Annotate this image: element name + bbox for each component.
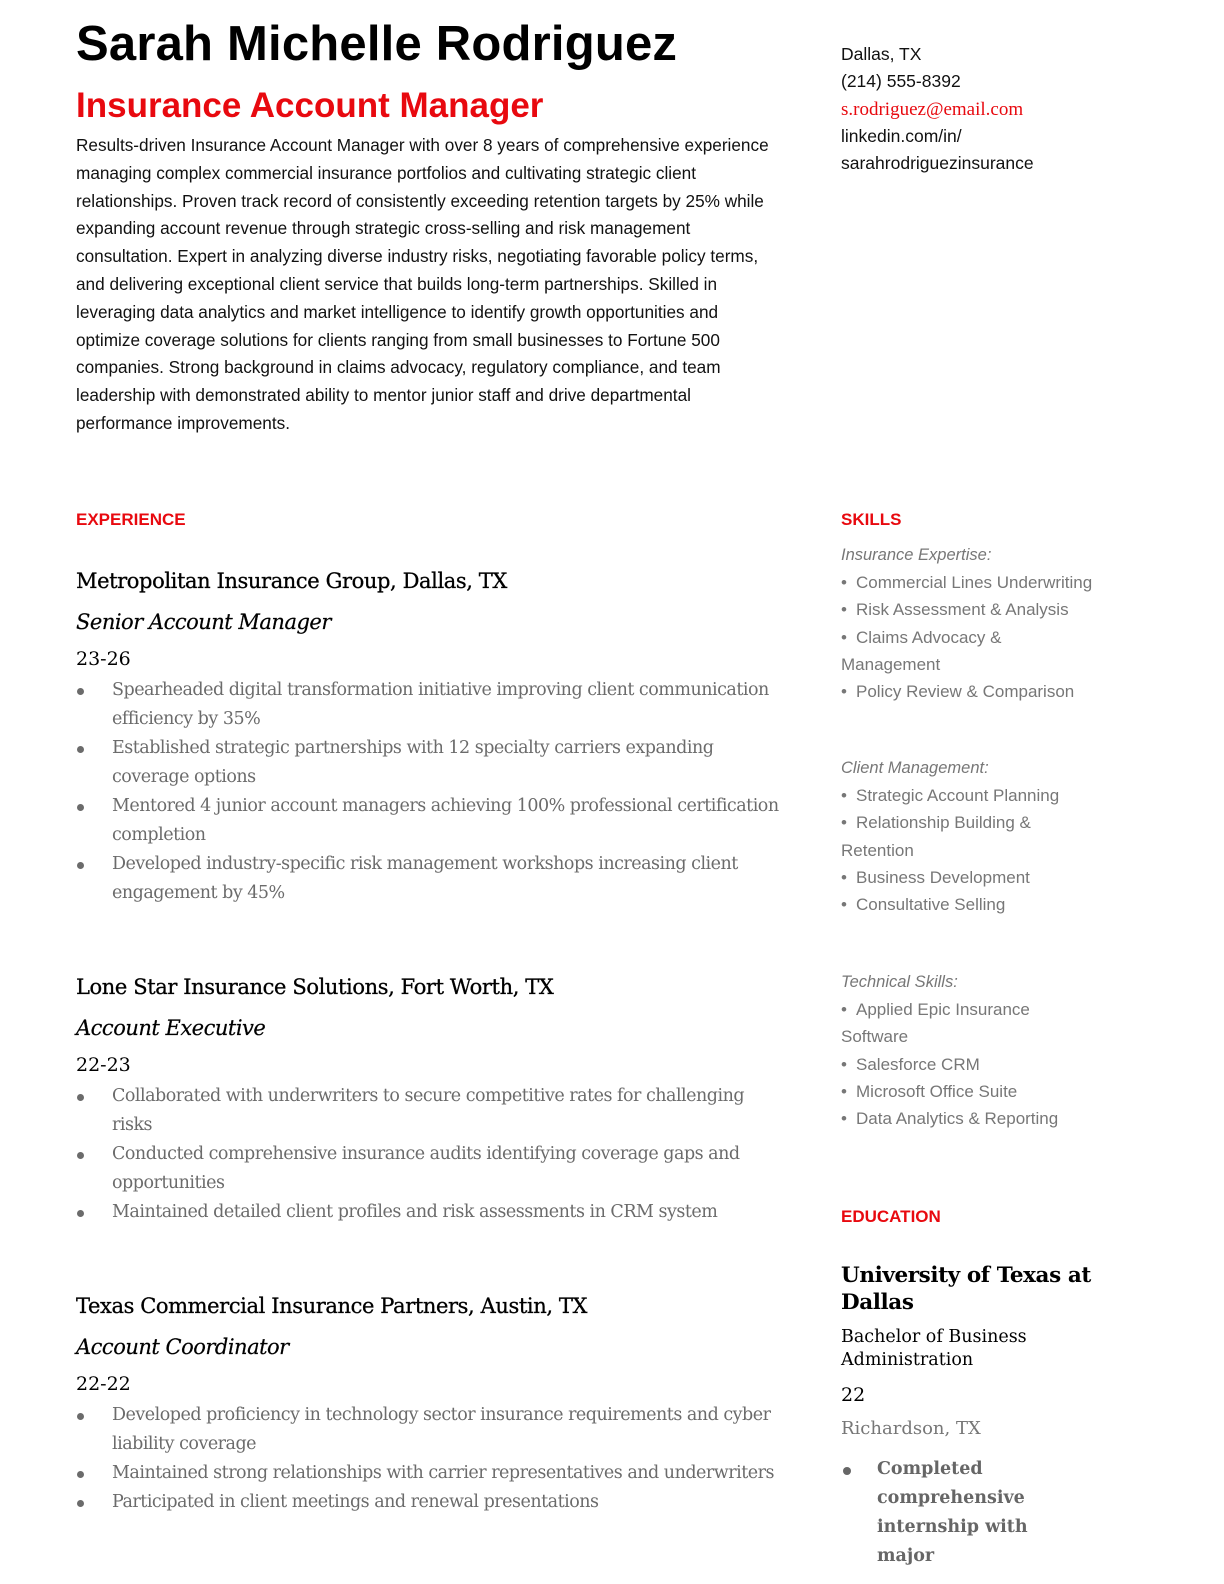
contact-location: Dallas, TX — [841, 44, 922, 64]
job-company: Metropolitan Insurance Group, Dallas, TX — [76, 569, 507, 593]
bullet-icon: • — [841, 813, 847, 833]
job-bullets — [76, 1082, 786, 1227]
professional-summary: Results-driven Insurance Account Manager with over 8 years of comprehensive experience managing complex commercial insurance portfolios and cultivating strategic client relationships. Proven track record of consistently exceeding retention targets by 25% while expanding account revenue through strategic cross-selling and risk management consultation. Expert in analyzing diverse industry risks, negotiating favorable policy terms, and delivering exceptional client service that builds long-term partnerships. Skilled in leveraging data analytics and market intelligence to identify growth opportunities and optimize coverage solutions for clients ranging from small businesses to Fortune 500 companies. Strong background in claims advocacy, regulatory compliance, and team leadership with demonstrated ability to mentor junior staff and drive departmental performance improvements. — [76, 135, 769, 433]
education-degree: Bachelor of Business Administration — [841, 1327, 1027, 1370]
job-bullet: Established strategic partnerships with 12 specialty carriers expanding coverage options — [76, 734, 786, 792]
bullet-icon — [77, 746, 84, 753]
job-bullet: Collaborated with underwriters to secure competitive rates for challenging risks — [76, 1082, 786, 1140]
job-dates: 22-22 — [76, 1373, 131, 1395]
education-location: Richardson, TX — [841, 1418, 981, 1439]
job-bullets — [76, 676, 786, 908]
job-title: Insurance Account Manager — [76, 86, 544, 125]
experience-heading: EXPERIENCE — [76, 510, 186, 529]
bullet-icon — [843, 1467, 851, 1475]
skill-item: • Strategic Account Planning — [841, 782, 1121, 809]
bullet-icon: • — [841, 1000, 847, 1020]
bullet-icon: • — [841, 682, 847, 702]
job-bullet: Developed proficiency in technology sector insurance requirements and cyber liability coverage — [76, 1401, 786, 1459]
bullet-icon: • — [841, 627, 847, 647]
bullet-icon — [77, 1500, 84, 1507]
bullet-icon — [77, 1210, 84, 1217]
contact-email-link[interactable]: s.rodriguez@email.com — [841, 98, 1024, 120]
bullet-icon: • — [841, 600, 847, 620]
skill-item: • Salesforce CRM — [841, 1051, 1121, 1078]
job-company: Texas Commercial Insurance Partners, Austin, TX — [76, 1294, 588, 1318]
skill-item: • Microsoft Office Suite — [841, 1078, 1121, 1105]
bullet-icon: • — [841, 573, 847, 593]
bullet-icon: • — [841, 1054, 847, 1074]
candidate-name: Sarah Michelle Rodriguez — [76, 17, 678, 71]
skill-item: • Commercial Lines Underwriting — [841, 569, 1121, 596]
bullet-icon: • — [841, 867, 847, 887]
education-entry — [841, 1262, 1121, 1571]
skill-item: • Consultative Selling — [841, 891, 1121, 918]
bullet-icon: • — [841, 786, 847, 806]
job-bullet: Spearheaded digital transformation initiative improving client communication efficiency by 35% — [76, 676, 786, 734]
job-dates: 23-26 — [76, 648, 131, 670]
contact-block — [841, 41, 1034, 177]
bullet-icon — [77, 688, 84, 695]
job-bullet: Maintained strong relationships with carrier representatives and underwriters — [76, 1459, 786, 1488]
skills-group — [841, 542, 1121, 705]
bullet-icon — [77, 1471, 84, 1478]
contact-linkedin-link[interactable]: linkedin.com/in/ sarahrodriguezinsurance — [841, 125, 1034, 174]
job-role: Senior Account Manager — [76, 610, 331, 634]
job-bullet: Conducted comprehensive insurance audits identifying coverage gaps and opportunities — [76, 1140, 786, 1198]
contact-phone: (214) 555-8392 — [841, 71, 961, 92]
skill-item: • Claims Advocacy & Management — [841, 624, 1031, 678]
job-dates: 22-23 — [76, 1054, 131, 1076]
bullet-icon: • — [841, 1081, 847, 1101]
job-entry — [76, 567, 786, 908]
job-bullet: Maintained detailed client profiles and risk assessments in CRM system — [76, 1198, 786, 1227]
skill-item: • Applied Epic Insurance Software — [841, 996, 1041, 1050]
job-bullets — [76, 1401, 786, 1517]
bullet-icon: • — [841, 1109, 847, 1129]
education-bullets — [841, 1455, 1121, 1571]
skills-group — [841, 755, 1121, 918]
bullet-icon — [77, 1152, 84, 1159]
job-bullet: Developed industry-specific risk management workshops increasing client engagement by 45% — [76, 850, 786, 908]
skills-category: Insurance Expertise: — [841, 546, 992, 564]
skills-heading: SKILLS — [841, 510, 902, 529]
education-year: 22 — [841, 1384, 866, 1406]
education-heading: EDUCATION — [841, 1207, 941, 1226]
skills-group — [841, 969, 1121, 1132]
job-bullet: Mentored 4 junior account managers achieving 100% professional certification completion — [76, 792, 786, 850]
job-company: Lone Star Insurance Solutions, Fort Worth, TX — [76, 975, 554, 999]
education-bullet: Completed comprehensive internship with major — [841, 1455, 1087, 1571]
job-entry — [76, 1292, 786, 1517]
skill-item: • Data Analytics & Reporting — [841, 1105, 1121, 1132]
job-entry — [76, 973, 786, 1227]
skill-item: • Relationship Building & Retention — [841, 809, 1041, 863]
education-school: University of Texas at Dallas — [841, 1263, 1091, 1315]
job-role: Account Executive — [76, 1016, 266, 1040]
bullet-icon — [77, 1094, 84, 1101]
bullet-icon — [77, 1413, 84, 1420]
skill-item: • Business Development — [841, 864, 1121, 891]
job-role: Account Coordinator — [76, 1335, 289, 1359]
bullet-icon: • — [841, 895, 847, 915]
bullet-icon — [77, 862, 84, 869]
bullet-icon — [77, 804, 84, 811]
job-bullet: Participated in client meetings and renewal presentations — [76, 1488, 786, 1517]
skill-item: • Risk Assessment & Analysis — [841, 596, 1121, 623]
skills-category: Client Management: — [841, 759, 989, 777]
skills-category: Technical Skills: — [841, 973, 958, 991]
skill-item: • Policy Review & Comparison — [841, 678, 1121, 705]
